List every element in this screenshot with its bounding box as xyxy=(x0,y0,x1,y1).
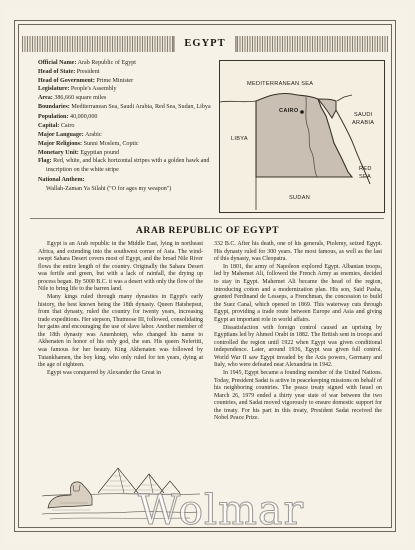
fact-major-religions: Major Religions: Sunni Moslem, Coptic xyxy=(38,140,139,147)
paragraph: Egypt is an Arab republic in the Middle East, lying in northeast Africa, and extending into the southwest corner of Asia. The wind-swept Sahara Desert covers most of Egypt, and the broad Nile River flows the entire length of the country. Originally the Sahara Desert was fertile and green, but with a lack of rainfall, the drying up process began. By 5000 B.C. it was a desert with only the flow of the Nile to bring life to the barren land. xyxy=(38,241,203,293)
label-saudi: SAUDI xyxy=(354,112,373,118)
fact-head-of-government: Head of Government: Prime Minister xyxy=(38,77,134,84)
fact-official-name: Official Name: Arab Republic of Egypt xyxy=(38,60,136,66)
article-column-right xyxy=(214,241,382,423)
label-mediterranean-sea: MEDITERRANEAN SEA xyxy=(247,81,314,87)
label-sudan: SUDAN xyxy=(289,195,311,201)
paragraph: Egypt was conquered by Alexander the Great in xyxy=(47,369,161,376)
fact-major-language: Major Language: Arabic xyxy=(38,131,102,138)
fact-capital: Capital: Cairo xyxy=(38,123,75,130)
fact-legislature: Legislature: People's Assembly xyxy=(38,86,117,93)
label-libya: LIBYA xyxy=(231,136,248,142)
cairo-marker xyxy=(300,110,304,114)
paragraph: Many kings ruled through many dynasties in Egypt's early history, the best known being the 18th dynasty. Queen Hatshepsut, from that dynasty, ruled the country for twenty years, increasing trade expeditions. Her stepson, Thutmose III, followed, consolidating her gains and encouraging the use of slave labor. Another member of the 18th dynasty was Amenhotep, who changed his name to Akhenaten in honor of his only god, the sun. His queen Nefertiti, was famous for her beauty. King Akhenaten was followed by Tutankhamen, the boy king, who only ruled for ten years, dying at the age of eighteen. xyxy=(38,294,203,369)
paragraph: In 1945, Egypt became a founding member of the United Nations. Today, President Sadat is active in peacekeeping missions on behalf of his neighboring countries. The peace treaty signed with Israel on March 26, 1979 ended a thirty year state of war between the two countries, and Sadat moved vigorously to ensure domestic support for the treaty. For his part in this treaty, President Sadat received the Nobel Peace Prize. xyxy=(214,370,382,422)
label-sea: SEA xyxy=(359,174,372,180)
fact-head-of-state: Head of State: President xyxy=(38,68,100,75)
label-red: RED xyxy=(359,166,372,172)
fact-monetary-unit: Monetary Unit: Egyptian pound xyxy=(38,149,120,156)
fact-population: Population: 40,000,000 xyxy=(38,114,98,121)
article-column-left xyxy=(38,241,203,378)
paragraph: 332 B.C. After his death, one of his generals, Ptolemy, seized Egypt. His dynasty ruled for 300 years. The most famous, as well as the last of this dynasty, was Cleopatra. xyxy=(214,241,382,263)
pyramid-large xyxy=(98,468,138,493)
country-facts xyxy=(38,59,223,193)
fact-boundaries: Boundaries: Mediterranean Sea, Saudi Arabia, Red Sea, Sudan, Libya xyxy=(38,103,211,110)
page-title: EGYPT xyxy=(173,36,236,52)
fact-flag: Flag: Red, white, and black horizontal stripes with a golden hawk and inscription on the white stripe xyxy=(38,158,210,173)
mediterranean-coast xyxy=(220,101,256,102)
paragraph: In 1801, the army of Napoleon explored Egypt. Albanian troops, led by Mahemet Ali, followed the French Army as enemies, decided to stay in Egypt. Mahemet Ali became the head of the region, introducing cotton and a modernization plan. His son, Said Pasha, granted Ferdinand de Lesseps, a Frenchman, the concession to build the Suez Canal, which opened in 1869. This waterway cuts through Egypt, providing a trade route between Europe and Asia and giving Egypt an important role in world affairs. xyxy=(214,263,382,323)
label-cairo: CAIRO xyxy=(279,108,299,114)
fact-national-anthem: National Anthem: Wallah-Zaman Ya Silahi ("O for ages my weapon") xyxy=(38,177,172,192)
arabia-border xyxy=(337,95,352,101)
paragraph: Dissatisfaction with foreign control caused an uprising by Egyptians led by Ahmed Orabi in 1882. The British sent in troops and controlled the region until 1922 when Egypt was given conditional independence. Later, around 1936, Egypt was given full control. World War II saw Egypt invaded by the Axis powers, Germany and Italy, who were defeated near Alexandria in 1942. xyxy=(214,324,382,369)
label-arabia: ARABIA xyxy=(352,120,375,126)
header xyxy=(22,36,388,52)
watermark: Wolmar xyxy=(138,486,305,534)
section-divider xyxy=(30,218,384,219)
fact-area: Area: 386,660 square miles xyxy=(38,95,107,102)
egypt-territory xyxy=(256,93,352,177)
egypt-map xyxy=(219,60,385,213)
article-title: ARAB REPUBLIC OF EGYPT xyxy=(135,225,280,236)
